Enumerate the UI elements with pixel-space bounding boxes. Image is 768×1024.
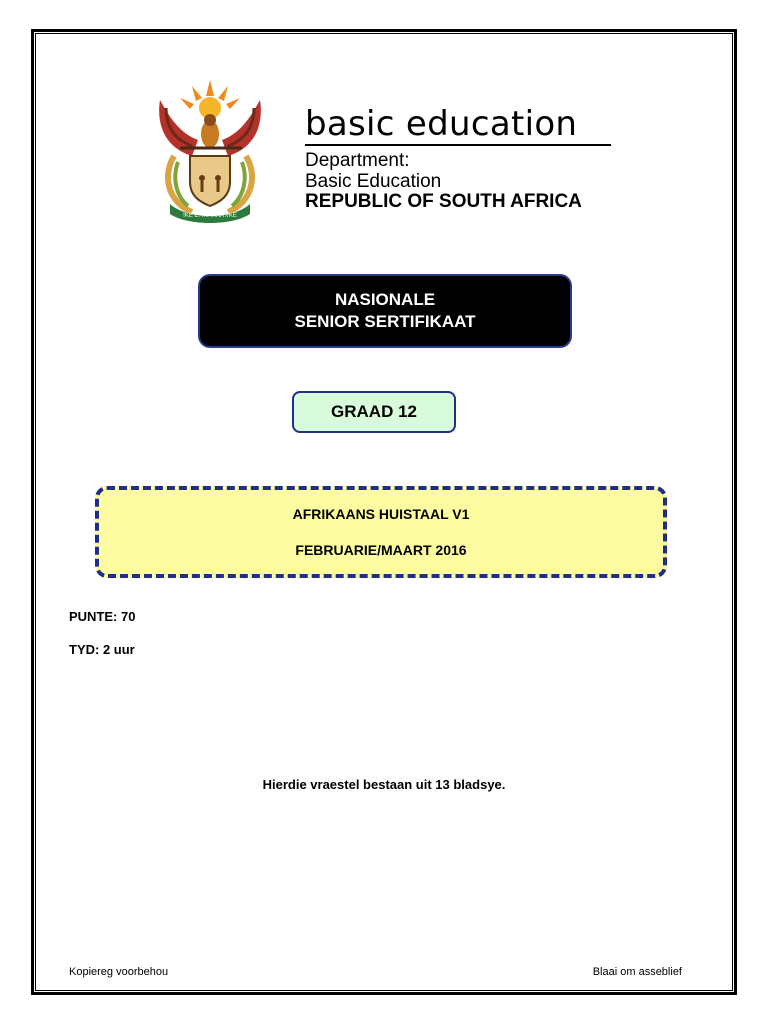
copyright-footer: Kopiereg voorbehou	[69, 966, 169, 978]
department-label: Department:	[305, 150, 410, 171]
time-label: TYD: 2 uur	[69, 642, 135, 657]
brand-title: basic education	[305, 104, 578, 144]
brand-underline	[305, 144, 611, 146]
marks-label: PUNTE: 70	[69, 609, 136, 624]
certificate-line-2: SENIOR SERTIFIKAAT	[294, 312, 476, 331]
subject-box	[95, 486, 667, 578]
page-count-note: Hierdie vraestel bestaan uit 13 bladsye.	[262, 777, 506, 792]
certificate-banner	[200, 276, 570, 346]
country-name: REPUBLIC OF SOUTH AFRICA	[305, 191, 582, 212]
department-name: Basic Education	[305, 171, 442, 192]
certificate-line-1: NASIONALE	[334, 290, 436, 309]
turn-over-footer: Blaai om asseblief	[592, 966, 682, 978]
svg-text:!KE E: /XARRA //KE: !KE E: /XARRA //KE	[183, 213, 237, 219]
grade-badge: GRAAD 12	[292, 391, 456, 433]
exam-session: FEBRUARIE/MAART 2016	[295, 542, 467, 558]
subject-name: AFRIKAANS HUISTAAL V1	[292, 506, 470, 522]
coat-of-arms-logo	[152, 78, 268, 224]
